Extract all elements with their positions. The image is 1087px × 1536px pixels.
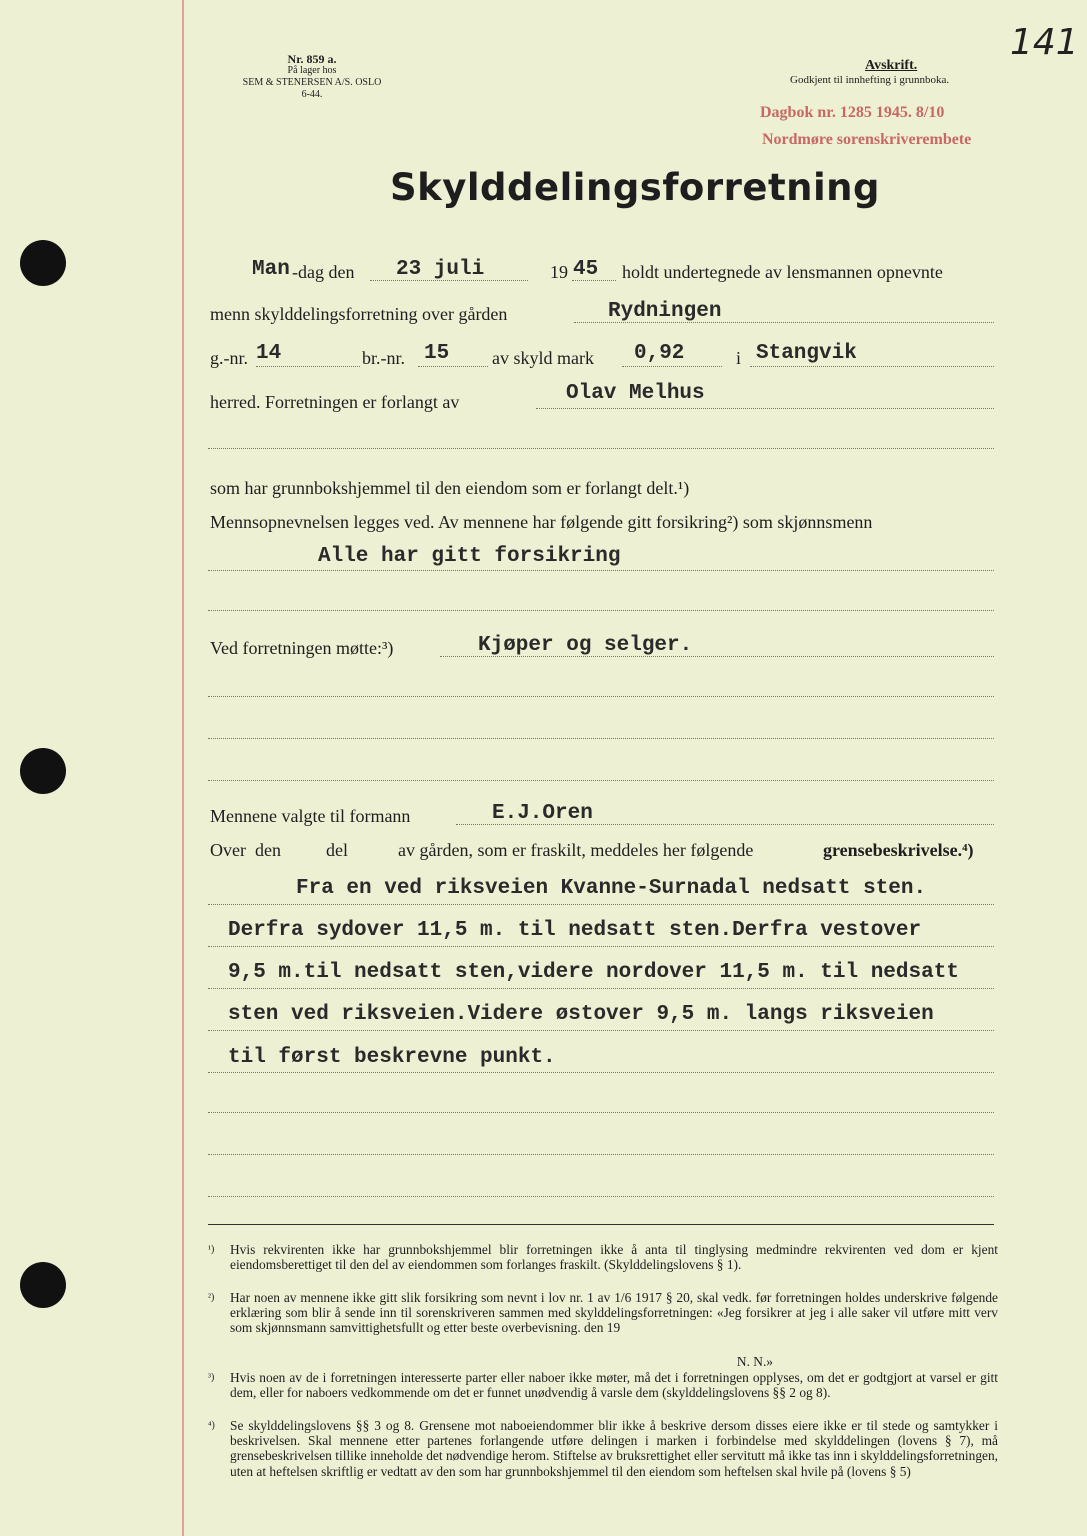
copy-header bbox=[790, 58, 1030, 86]
footnote-mark: ²) bbox=[208, 1292, 215, 1303]
gnr-value: 14 bbox=[256, 342, 282, 365]
blank-line bbox=[208, 1072, 994, 1073]
punch-hole bbox=[20, 1262, 66, 1308]
footnote-text: Hvis noen av de i forretningen interesserte parter eller naboer ikke møter, må det i forretningen opplyses, om det er godtgjort at varsel er gitt dem, eller for naboers vedkommende om det er funnet unødvendig å varsle dem (skylddelingslovens §§ 2 og 8). bbox=[230, 1370, 998, 1401]
blank-line bbox=[208, 448, 994, 449]
fill-line bbox=[418, 366, 488, 367]
grunnbok-text: som har grunnbokshjemmel til den eiendom som er forlangt delt.¹) bbox=[210, 478, 690, 498]
label-gnr: g.-nr. bbox=[210, 348, 248, 368]
blank-line bbox=[208, 1112, 994, 1113]
footnote-divider bbox=[208, 1224, 994, 1225]
footnote-mark: ⁴) bbox=[208, 1420, 215, 1431]
blank-line bbox=[208, 780, 994, 781]
blank-line bbox=[208, 1154, 994, 1155]
footnote-signature: N. N.» bbox=[736, 1354, 773, 1369]
label-i: i bbox=[736, 348, 742, 368]
fill-line bbox=[750, 366, 994, 367]
boundary-line: Fra en ved riksveien Kvanne-Surnadal nedsatt sten. bbox=[296, 877, 927, 900]
bnr-value: 15 bbox=[424, 342, 450, 365]
blank-line bbox=[208, 696, 994, 697]
label-grensebeskrivelse: grensebeskrivelse.⁴) bbox=[823, 840, 974, 860]
label-den: den bbox=[255, 840, 281, 860]
punch-hole bbox=[20, 240, 66, 286]
date-value: 23 juli bbox=[396, 258, 485, 281]
label-19: 19 bbox=[550, 262, 568, 282]
footnote-text: Se skylddelingslovens §§ 3 og 8. Grensene mot naboeiendommer blir ikke å beskrive dersom disses eiere ikke er til stede og samtykker i beskrivelsen. Skal mennene etter partenes forlangende utføre delingen i marken i forbindelse med skylddelingen (lovens § 7), må grensebeskrivelsen tillike inneholde det nødvendige herom. Stiftelse av bruksrettighet eller servitutt må ikke tas inn i skylddelingsforretningen, uten at heftelsen skriftlig er vedtatt av den som har grunnbokshjemmel til den eiendom som heftelsen skal hvile på (lovens § 5) bbox=[230, 1418, 998, 1479]
publisher-line: På lager hos bbox=[287, 65, 337, 76]
label-forlangt: herred. Forretningen er forlangt av bbox=[210, 392, 460, 412]
boundary-line: til først beskrevne punkt. bbox=[228, 1046, 556, 1069]
boundary-line: Derfra sydover 11,5 m. til nedsatt sten.Derfra vestover bbox=[228, 919, 922, 942]
fill-line bbox=[622, 366, 722, 367]
label-over: Over bbox=[210, 840, 246, 860]
forsikring-text: Mennsopnevnelsen legges ved. Av mennene har følgende gitt forsikring²) som skjønnsmenn bbox=[210, 512, 873, 532]
blank-line bbox=[208, 988, 994, 989]
footnote bbox=[208, 1290, 998, 1336]
chairman-value: E.J.Oren bbox=[492, 802, 593, 825]
label-skyld: av skyld mark bbox=[492, 348, 594, 368]
label-bnr: br.-nr. bbox=[362, 348, 405, 368]
footnote bbox=[208, 1242, 998, 1272]
chair-label: Mennene valgte til formann bbox=[210, 806, 411, 826]
journal-stamp: Dagbok nr. 1285 1945. 8/10 bbox=[760, 104, 945, 121]
boundary-line: sten ved riksveien.Videre østover 9,5 m. langs riksveien bbox=[228, 1003, 934, 1026]
punch-hole bbox=[20, 748, 66, 794]
page-number: 141 bbox=[1010, 22, 1079, 63]
footnote bbox=[208, 1354, 998, 1369]
form-imprint bbox=[222, 53, 402, 101]
municipality-value: Stangvik bbox=[756, 342, 857, 365]
insurance-value: Alle har gitt forsikring bbox=[318, 545, 621, 568]
blank-line bbox=[208, 904, 994, 905]
footnote-text: Har noen av mennene ikke gitt slik forsikring som nevnt i lov nr. 1 av 1/6 1917 § 20, skal vedk. før forretningen holdes underskrive følgende erklæring som blir å sende inn til sorenskriveren sammen med skylddelingsforretningen: «Jeg forsikrer at jeg i alle saker vil utføre mitt verv som skjønnsmann samvittighetsfullt og etter beste overbevisning. den 19 bbox=[230, 1290, 998, 1336]
boundary-line: 9,5 m.til nedsatt sten,videre nordover 11,5 m. til nedsatt bbox=[228, 961, 959, 984]
approved-text: Godkjent til innhefting i grunnboka. bbox=[790, 74, 950, 86]
label-gard: menn skylddelingsforretning over gården bbox=[210, 304, 508, 324]
footnote bbox=[208, 1418, 998, 1479]
footnote bbox=[208, 1370, 998, 1400]
farm-value: Rydningen bbox=[608, 300, 722, 323]
blank-line bbox=[208, 1196, 994, 1197]
footnote-mark: ¹) bbox=[208, 1244, 215, 1255]
attended-label: Ved forretningen møtte:³) bbox=[210, 638, 394, 658]
page-title: Skylddelingsforretning bbox=[390, 166, 880, 209]
form-number: Nr. 859 a. bbox=[287, 52, 337, 66]
court-stamp: Nordmøre sorenskriverembete bbox=[762, 131, 972, 148]
requester-value: Olav Melhus bbox=[566, 382, 705, 405]
blank-line bbox=[208, 610, 994, 611]
label-del: del bbox=[326, 840, 348, 860]
blank-line bbox=[208, 570, 994, 571]
blank-line bbox=[208, 946, 994, 947]
margin-line bbox=[182, 0, 184, 1536]
footnote-mark: ³) bbox=[208, 1372, 215, 1383]
fill-line bbox=[536, 408, 994, 409]
blank-line bbox=[208, 1030, 994, 1031]
skyld-value: 0,92 bbox=[634, 342, 685, 365]
year-value: 45 bbox=[573, 258, 599, 281]
label-dag-den: -dag den bbox=[292, 262, 355, 282]
label-boundary-rest: av gården, som er fraskilt, meddeles her følgende bbox=[398, 840, 754, 860]
footnote-text: Hvis rekvirenten ikke har grunnbokshjemmel blir forretningen ikke å anta til tinglysing medmindre rekvirenten ved dom er kjent eiendomsberettiget til den del av eiendommen som forlanges fraskilt. (Skylddelingslovens § 1). bbox=[230, 1242, 998, 1273]
attended-value: Kjøper og selger. bbox=[478, 634, 693, 657]
blank-line bbox=[208, 738, 994, 739]
label-holdt: holdt undertegnede av lensmannen opnevnte bbox=[622, 262, 943, 282]
weekday-value: Man bbox=[252, 258, 290, 281]
publisher-line: SEM & STENERSEN A/S. OSLO bbox=[242, 77, 382, 88]
fill-line bbox=[256, 366, 360, 367]
print-date: 6-44. bbox=[301, 89, 323, 100]
copy-label: Avskrift. bbox=[865, 58, 918, 73]
